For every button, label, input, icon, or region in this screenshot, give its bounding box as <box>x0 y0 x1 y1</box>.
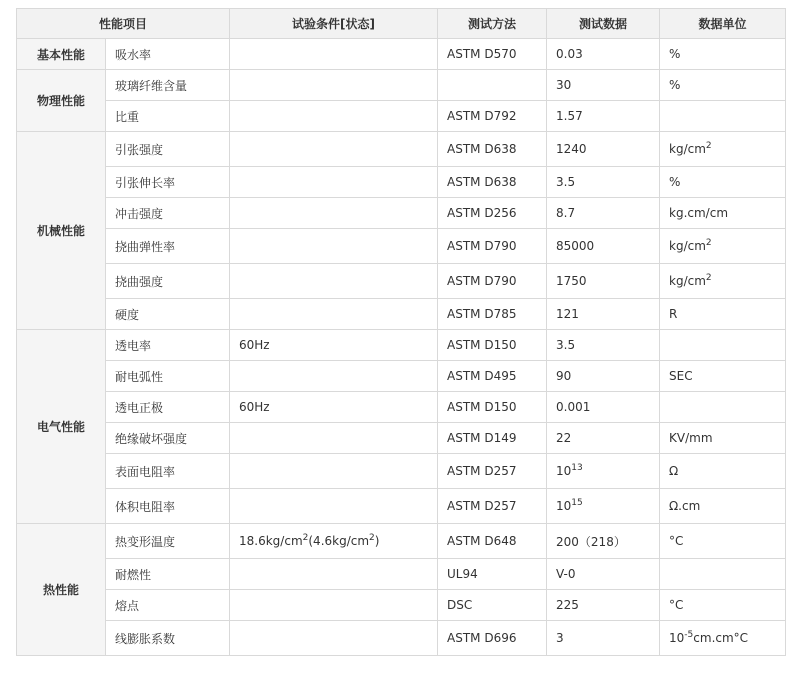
value-cell <box>547 454 660 489</box>
value-cell: 1750 <box>547 264 660 299</box>
unit-cell: Ω.cm <box>660 489 786 524</box>
method-cell: UL94 <box>438 559 547 590</box>
unit-text: kg/cm <box>669 239 706 253</box>
method-cell: ASTM D495 <box>438 361 547 392</box>
unit-cell <box>660 132 786 167</box>
property-name: 引张强度 <box>106 132 230 167</box>
method-cell: ASTM D257 <box>438 454 547 489</box>
header-unit: 数据单位 <box>660 9 786 39</box>
condition-cell <box>230 489 438 524</box>
value-cell: 3.5 <box>547 330 660 361</box>
unit-rest: cm.cm°C <box>693 631 749 645</box>
unit-exponent: -5 <box>684 630 694 640</box>
method-cell <box>438 70 547 101</box>
value-base: 10 <box>556 464 572 478</box>
value-cell: 1240 <box>547 132 660 167</box>
property-name: 熔点 <box>106 590 230 621</box>
unit-cell: °C <box>660 590 786 621</box>
table-row <box>17 101 786 132</box>
table-row <box>17 39 786 70</box>
property-name: 比重 <box>106 101 230 132</box>
method-cell: ASTM D790 <box>438 264 547 299</box>
property-name: 硬度 <box>106 299 230 330</box>
method-cell: ASTM D150 <box>438 392 547 423</box>
method-cell: ASTM D638 <box>438 132 547 167</box>
property-name: 透电率 <box>106 330 230 361</box>
unit-superscript: 2 <box>705 273 712 283</box>
method-cell: ASTM D696 <box>438 621 547 656</box>
property-name: 玻璃纤维含量 <box>106 70 230 101</box>
unit-cell: kg.cm/cm <box>660 198 786 229</box>
condition-cell <box>230 559 438 590</box>
value-cell: 90 <box>547 361 660 392</box>
table-row <box>17 454 786 489</box>
category-cell: 热性能 <box>17 524 106 656</box>
unit-cell: SEC <box>660 361 786 392</box>
method-cell: ASTM D792 <box>438 101 547 132</box>
table-row <box>17 299 786 330</box>
unit-superscript: 2 <box>705 238 712 248</box>
method-cell: ASTM D638 <box>438 167 547 198</box>
table-row <box>17 423 786 454</box>
method-cell: ASTM D790 <box>438 229 547 264</box>
table-row <box>17 361 786 392</box>
table-row <box>17 264 786 299</box>
value-cell: 8.7 <box>547 198 660 229</box>
method-cell: DSC <box>438 590 547 621</box>
method-cell: ASTM D257 <box>438 489 547 524</box>
table-row <box>17 590 786 621</box>
header-row <box>17 9 786 39</box>
property-name: 吸水率 <box>106 39 230 70</box>
category-cell: 基本性能 <box>17 39 106 70</box>
unit-cell <box>660 101 786 132</box>
method-cell: ASTM D648 <box>438 524 547 559</box>
table-row <box>17 330 786 361</box>
condition-superscript: 2 <box>369 533 375 543</box>
category-cell: 物理性能 <box>17 70 106 132</box>
unit-cell: °C <box>660 524 786 559</box>
property-name: 绝缘破坏强度 <box>106 423 230 454</box>
property-name: 表面电阻率 <box>106 454 230 489</box>
unit-cell <box>660 229 786 264</box>
header-method: 测试方法 <box>438 9 547 39</box>
property-name: 耐燃性 <box>106 559 230 590</box>
unit-cell: KV/mm <box>660 423 786 454</box>
header-condition: 试验条件[状态] <box>230 9 438 39</box>
condition-part: ) <box>374 534 380 548</box>
value-cell: 200（218） <box>547 524 660 559</box>
property-name: 体积电阻率 <box>106 489 230 524</box>
table-row <box>17 132 786 167</box>
method-cell: ASTM D150 <box>438 330 547 361</box>
condition-cell <box>230 361 438 392</box>
table-row <box>17 167 786 198</box>
value-cell: 30 <box>547 70 660 101</box>
property-name: 线膨胀系数 <box>106 621 230 656</box>
condition-cell <box>230 101 438 132</box>
table-row <box>17 524 786 559</box>
properties-table <box>16 8 786 656</box>
condition-cell <box>230 39 438 70</box>
condition-cell: 60Hz <box>230 330 438 361</box>
unit-cell: R <box>660 299 786 330</box>
table-row <box>17 229 786 264</box>
unit-base: 10 <box>669 631 685 645</box>
unit-superscript: 2 <box>705 141 712 151</box>
condition-cell <box>230 299 438 330</box>
unit-cell: % <box>660 70 786 101</box>
table-row <box>17 392 786 423</box>
condition-cell <box>230 167 438 198</box>
table-row <box>17 621 786 656</box>
condition-cell <box>230 454 438 489</box>
value-cell: 1.57 <box>547 101 660 132</box>
category-cell: 机械性能 <box>17 132 106 330</box>
property-name: 透电正极 <box>106 392 230 423</box>
condition-part: (4.6kg/cm <box>308 534 370 548</box>
value-cell: 225 <box>547 590 660 621</box>
header-value: 测试数据 <box>547 9 660 39</box>
condition-cell: 60Hz <box>230 392 438 423</box>
property-name: 引张伸长率 <box>106 167 230 198</box>
unit-cell: % <box>660 39 786 70</box>
condition-cell <box>230 132 438 167</box>
property-name: 耐电弧性 <box>106 361 230 392</box>
table-row <box>17 198 786 229</box>
condition-part: 18.6kg/cm <box>239 534 303 548</box>
value-cell: 0.001 <box>547 392 660 423</box>
header-property: 性能项目 <box>17 9 230 39</box>
condition-cell <box>230 590 438 621</box>
value-cell: 22 <box>547 423 660 454</box>
value-cell: 3.5 <box>547 167 660 198</box>
condition-superscript: 2 <box>302 533 309 543</box>
method-cell: ASTM D256 <box>438 198 547 229</box>
unit-cell <box>660 621 786 656</box>
condition-cell <box>230 264 438 299</box>
property-name: 挠曲弹性率 <box>106 229 230 264</box>
unit-cell: % <box>660 167 786 198</box>
unit-cell <box>660 264 786 299</box>
value-cell: 85000 <box>547 229 660 264</box>
condition-cell <box>230 229 438 264</box>
method-cell: ASTM D570 <box>438 39 547 70</box>
method-cell: ASTM D149 <box>438 423 547 454</box>
property-name: 挠曲强度 <box>106 264 230 299</box>
table-row <box>17 489 786 524</box>
table-row <box>17 559 786 590</box>
value-exponent: 13 <box>571 463 583 473</box>
condition-cell <box>230 198 438 229</box>
property-name: 热变形温度 <box>106 524 230 559</box>
unit-text: kg/cm <box>669 142 706 156</box>
condition-cell <box>230 524 438 559</box>
value-cell: 121 <box>547 299 660 330</box>
value-cell: 0.03 <box>547 39 660 70</box>
table-row <box>17 70 786 101</box>
unit-cell: Ω <box>660 454 786 489</box>
method-cell: ASTM D785 <box>438 299 547 330</box>
value-cell: 3 <box>547 621 660 656</box>
value-cell: V-0 <box>547 559 660 590</box>
property-name: 冲击强度 <box>106 198 230 229</box>
unit-text: kg/cm <box>669 274 706 288</box>
condition-cell <box>230 621 438 656</box>
unit-cell <box>660 392 786 423</box>
category-cell: 电气性能 <box>17 330 106 524</box>
value-cell <box>547 489 660 524</box>
condition-cell <box>230 423 438 454</box>
value-exponent: 15 <box>571 498 583 508</box>
unit-cell <box>660 559 786 590</box>
condition-cell <box>230 70 438 101</box>
value-base: 10 <box>556 499 572 513</box>
unit-cell <box>660 330 786 361</box>
